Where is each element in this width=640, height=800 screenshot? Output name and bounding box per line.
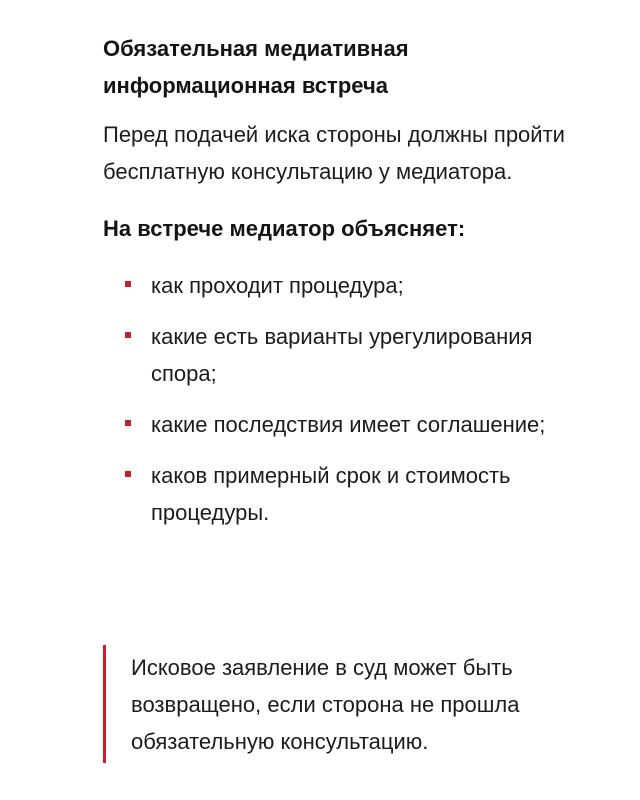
callout-note [103, 645, 603, 763]
list-item-text: как проходит процедура; [151, 273, 404, 298]
list-heading: На встрече медиатор объясняет: [103, 216, 466, 241]
square-bullet-icon [125, 471, 131, 477]
square-bullet-icon [125, 281, 131, 287]
square-bullet-icon [125, 420, 131, 426]
callout-text: Исковое заявление в суд может быть возвращено, если сторона не прошла обязательную консультацию. [131, 655, 520, 754]
section-heading: Обязательная медиативная информационная встреча [103, 36, 409, 98]
list-item [103, 406, 603, 443]
intro-paragraph: Перед подачей иска стороны должны пройти бесплатную консультацию у медиатора. [103, 122, 565, 184]
article-content [103, 30, 603, 545]
list-item [103, 318, 603, 392]
square-bullet-icon [125, 332, 131, 338]
list-item [103, 457, 603, 531]
callout-accent-bar [103, 645, 106, 763]
list-item [103, 267, 603, 304]
bullet-list [103, 267, 603, 531]
list-item-text: какие есть варианты урегулирования спора; [151, 324, 533, 386]
list-item-text: какие последствия имеет соглашение; [151, 412, 546, 437]
list-item-text: каков примерный срок и стоимость процедуры. [151, 463, 511, 525]
